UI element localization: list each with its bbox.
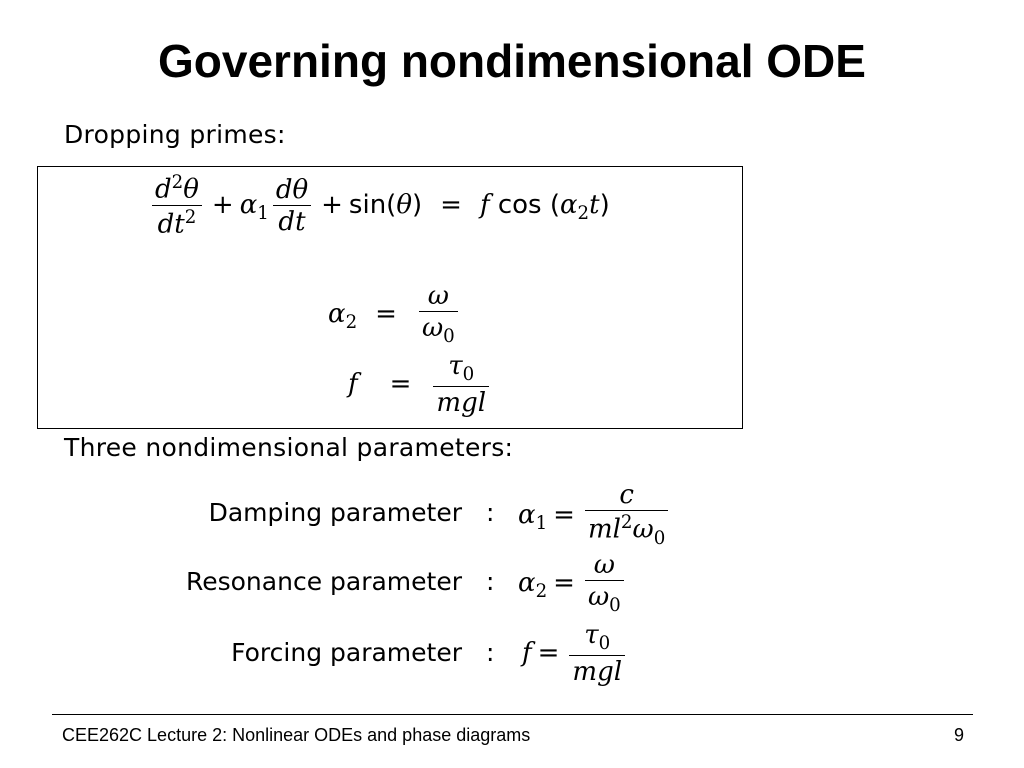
forcing-label: Forcing parameter <box>231 638 462 667</box>
intro-text: Dropping primes: <box>64 120 286 149</box>
governing-ode: $\frac{d^2\theta}{dt^2}$ + $\alpha_1$ $\frac{d\theta}{dt}$ + sin(θ) = f $\cos (\alpha_2t)$ <box>148 174 610 237</box>
damping-formula: $\alpha_1$ = $\frac{c}{ml^2\omega_0}$ <box>518 482 672 548</box>
damping-label: Damping parameter <box>208 498 462 527</box>
alpha2-definition: $\alpha_2$ = $\frac{\omega}{\omega_0}$ <box>328 283 462 346</box>
resonance-colon: : <box>486 567 495 596</box>
page-number: 9 <box>953 725 964 745</box>
forcing-colon: : <box>486 638 495 667</box>
f-definition: f = $\frac{\tau_0}{\text{mgl}}$ <box>348 353 493 416</box>
slide-title: Governing nondimensional ODE <box>158 35 866 87</box>
resonance-label: Resonance parameter <box>185 567 462 596</box>
forcing-formula: f = $\frac{\tau_0}{\text{mgl}}$ <box>522 622 629 685</box>
params-heading: Three nondimensional parameters: <box>64 433 514 462</box>
footer-course-title: CEE262C Lecture 2: Nonlinear ODEs and phase diagrams <box>62 725 531 745</box>
footer-divider <box>52 714 973 715</box>
resonance-formula: $\alpha_2$ = $\frac{\omega}{\omega_0}$ <box>518 552 628 615</box>
damping-colon: : <box>486 498 495 527</box>
